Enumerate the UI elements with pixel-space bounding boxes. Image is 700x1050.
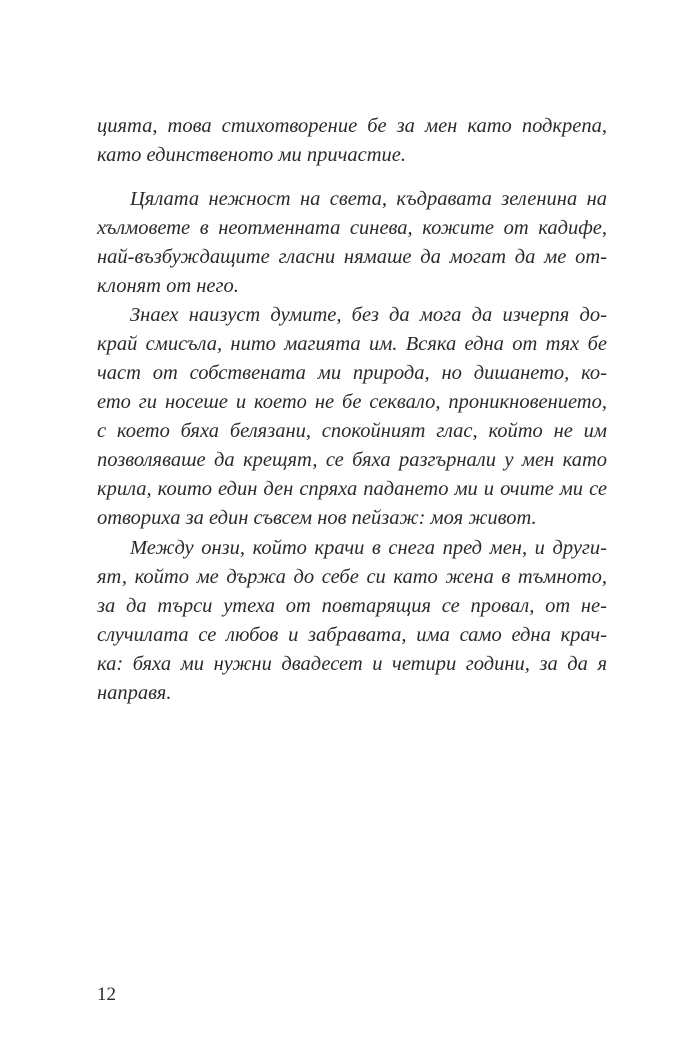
text-line: отвориха за един съвсем нов пейзаж: моя живот. (97, 507, 537, 529)
text-line: хълмовете в неотменната синева, кожите от кадифе, (97, 217, 607, 239)
text-line: ето ги носеше и което не бе секвало, проникновението, (97, 391, 607, 413)
paragraph-1 (97, 112, 607, 170)
text-line: позволяваше да крещят, се бяха разгърнали у мен като (97, 449, 607, 471)
text-line: случилата се любов и забравата, има само една крач- (97, 624, 607, 646)
text-line: клонят от него. (97, 275, 239, 297)
text-line: край смисъла, нито магията им. Всяка една от тях бе (97, 333, 607, 355)
text-line: Между онзи, който крачи в снега пред мен, и други- (130, 537, 607, 559)
paragraph-4 (97, 534, 607, 708)
text-line: част от собствената ми природа, но дишането, ко- (97, 362, 607, 384)
text-line: като единственото ми причастие. (97, 144, 407, 166)
text-line: с което бяха белязани, спокойният глас, който не им (97, 420, 607, 442)
paragraph-3 (97, 301, 607, 533)
text-line: ят, който ме държа до себе си като жена в тъмното, (97, 566, 607, 588)
text-line: Знаех наизуст думите, без да мога да изчерпя до- (130, 304, 607, 326)
text-line: цията, това стихотворение бе за мен като подкрепа, (97, 115, 607, 137)
paragraph-2 (97, 185, 607, 301)
text-line: направя. (97, 682, 172, 704)
text-line: за да търси утеха от повтарящия се провал, от не- (97, 595, 607, 617)
page-number: 12 (97, 984, 116, 1005)
text-line: ка: бяха ми нужни двадесет и четири години, за да я (97, 653, 607, 675)
text-line: най-възбуждащите гласни нямаше да могат да ме от- (97, 246, 607, 268)
text-line: крила, които един ден спряха падането ми и очите ми се (97, 478, 607, 500)
text-line: Цялата нежност на света, къдравата зеленина на (130, 188, 607, 210)
